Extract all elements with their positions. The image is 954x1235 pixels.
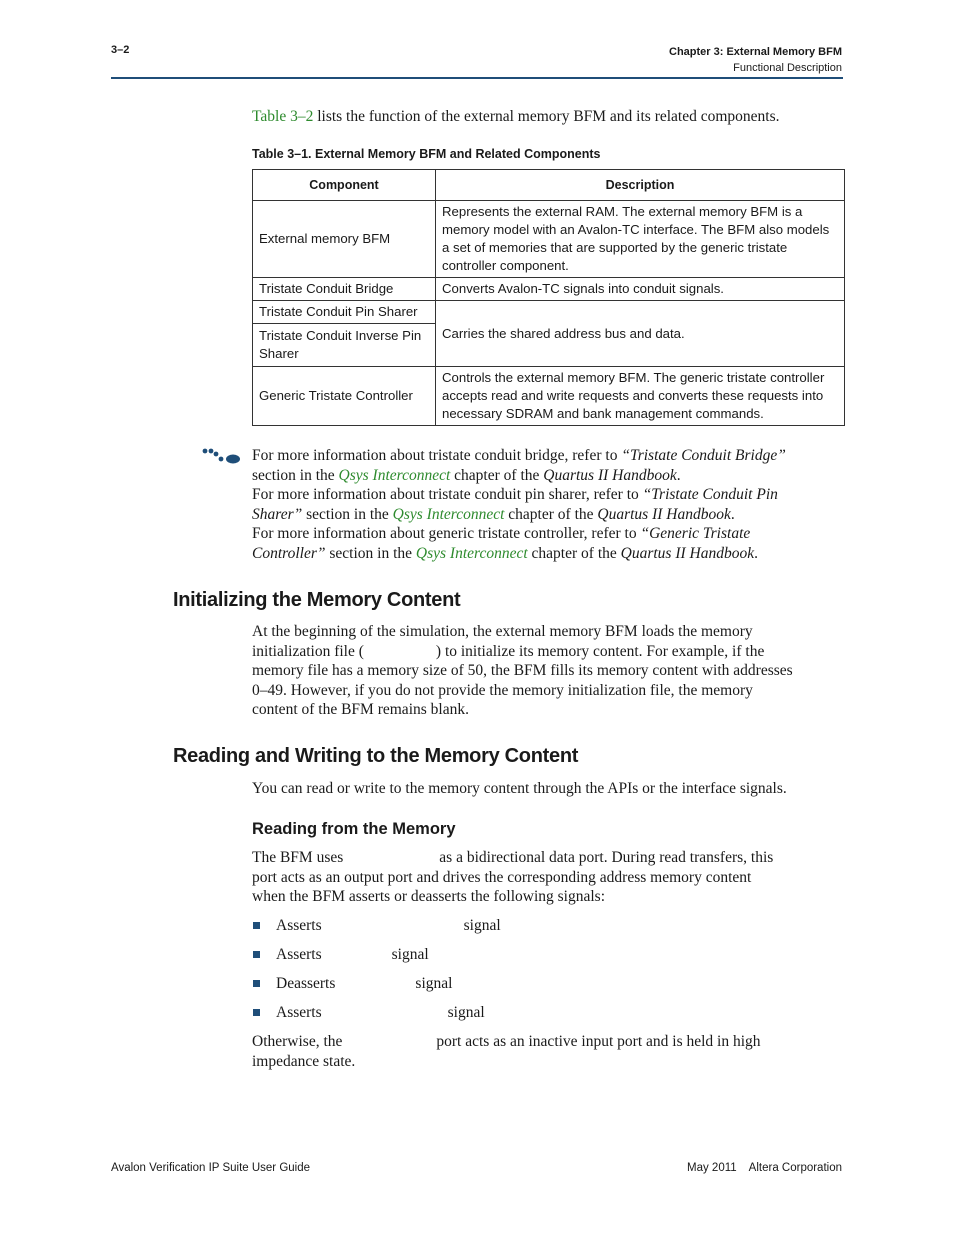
intro-text: lists the function of the external memory BFM and its related components. bbox=[313, 108, 780, 125]
list-item: Deasserts signal bbox=[276, 975, 453, 992]
description-cell: Converts Avalon-TC signals into conduit signals. bbox=[436, 278, 845, 301]
rw-paragraph: You can read or write to the memory content through the APIs or the interface signals. bbox=[252, 780, 787, 797]
qsys-link[interactable]: Qsys Interconnect bbox=[338, 466, 451, 484]
qsys-link[interactable]: Qsys Interconnect bbox=[415, 544, 528, 562]
table-row bbox=[253, 367, 845, 426]
table-caption: Table 3–1. External Memory BFM and Related Components bbox=[252, 147, 601, 161]
table-row bbox=[253, 301, 845, 324]
para-line: when the BFM asserts or deasserts the following signals: bbox=[252, 888, 606, 906]
header-component: Component bbox=[253, 170, 436, 201]
footer-right bbox=[687, 1162, 842, 1174]
init-heading: Initializing the Memory Content bbox=[173, 589, 461, 611]
read-heading: Reading from the Memory bbox=[252, 820, 456, 838]
components-table bbox=[252, 169, 845, 426]
init-paragraph bbox=[252, 622, 852, 720]
note-line: For more information about tristate conduit pin sharer, refer to “Tristate Conduit Pin bbox=[252, 486, 778, 504]
footer-date: May 2011 bbox=[687, 1162, 737, 1174]
component-cell: Tristate Conduit Pin Sharer bbox=[253, 301, 436, 324]
para-line: The BFM uses as a bidirectional data port. During read transfers, this bbox=[252, 849, 774, 866]
table-link[interactable]: Table 3–2 bbox=[252, 108, 314, 125]
para-line: initialization file ( ) to initialize its memory content. For example, if the bbox=[252, 642, 765, 660]
note-line: For more information about generic tristate controller, refer to “Generic Tristate bbox=[252, 525, 751, 543]
reference-arrow-icon bbox=[201, 446, 241, 466]
note-line: For more information about tristate conduit bridge, refer to “Tristate Conduit Bridge” bbox=[252, 447, 786, 464]
bullet-marker bbox=[253, 951, 260, 958]
footer-company: Altera Corporation bbox=[748, 1162, 842, 1174]
page-number: 3–2 bbox=[111, 44, 130, 56]
para-line: Otherwise, the port acts as an inactive input port and is held in high bbox=[252, 1033, 761, 1050]
para-line: 0–49. However, if you do not provide the memory initialization file, the memory bbox=[252, 681, 753, 699]
list-item: Asserts signal bbox=[276, 1004, 485, 1021]
table-header-row bbox=[253, 170, 845, 201]
header-rule bbox=[111, 77, 843, 79]
note-line: Sharer” section in the Qsys Interconnect chapter of the Quartus II Handbook. bbox=[252, 505, 735, 523]
description-cell: Controls the external memory BFM. The generic tristate controller accepts read and write requests and converts these requests into necessary SDRAM and bank management commands. bbox=[436, 367, 845, 426]
qsys-link[interactable]: Qsys Interconnect bbox=[392, 505, 505, 523]
footer-guide-title: Avalon Verification IP Suite User Guide bbox=[111, 1162, 311, 1174]
para-line: At the beginning of the simulation, the external memory BFM loads the memory bbox=[252, 623, 753, 640]
description-cell: Represents the external RAM. The external memory BFM is a memory model with an Avalon-TC interface. The BFM also models a set of memories that are supported by the generic tristate controller component. bbox=[436, 201, 845, 278]
bullet-marker bbox=[253, 1009, 260, 1016]
list-item: Asserts signal bbox=[276, 917, 501, 934]
note-line: section in the Qsys Interconnect chapter of the Quartus II Handbook. bbox=[252, 466, 681, 484]
bullet-marker bbox=[253, 980, 260, 987]
para-line: impedance state. bbox=[252, 1052, 356, 1070]
table-row bbox=[253, 201, 845, 278]
component-cell: Tristate Conduit Bridge bbox=[253, 278, 436, 301]
component-cell: Tristate Conduit Inverse Pin Sharer bbox=[253, 324, 436, 367]
header-description: Description bbox=[436, 170, 845, 201]
para-line: port acts as an output port and drives the corresponding address memory content bbox=[252, 868, 752, 886]
otherwise-paragraph bbox=[252, 1032, 852, 1071]
note-block bbox=[252, 446, 852, 564]
component-cell: Generic Tristate Controller bbox=[253, 367, 436, 426]
chapter-title: Chapter 3: External Memory BFM bbox=[669, 46, 842, 58]
para-line: memory file has a memory size of 50, the BFM fills its memory content with addresses bbox=[252, 662, 793, 680]
intro-paragraph bbox=[252, 107, 780, 127]
component-cell: External memory BFM bbox=[253, 201, 436, 278]
read-paragraph bbox=[252, 848, 852, 907]
section-title: Functional Description bbox=[733, 62, 842, 74]
running-header bbox=[669, 44, 842, 76]
rw-heading: Reading and Writing to the Memory Content bbox=[173, 745, 579, 767]
description-cell: Carries the shared address bus and data. bbox=[436, 301, 845, 367]
bullet-marker bbox=[253, 922, 260, 929]
table-row bbox=[253, 278, 845, 301]
note-line: Controller” section in the Qsys Interconnect chapter of the Quartus II Handbook. bbox=[252, 544, 758, 562]
list-item: Asserts signal bbox=[276, 946, 429, 963]
para-line: content of the BFM remains blank. bbox=[252, 701, 469, 719]
